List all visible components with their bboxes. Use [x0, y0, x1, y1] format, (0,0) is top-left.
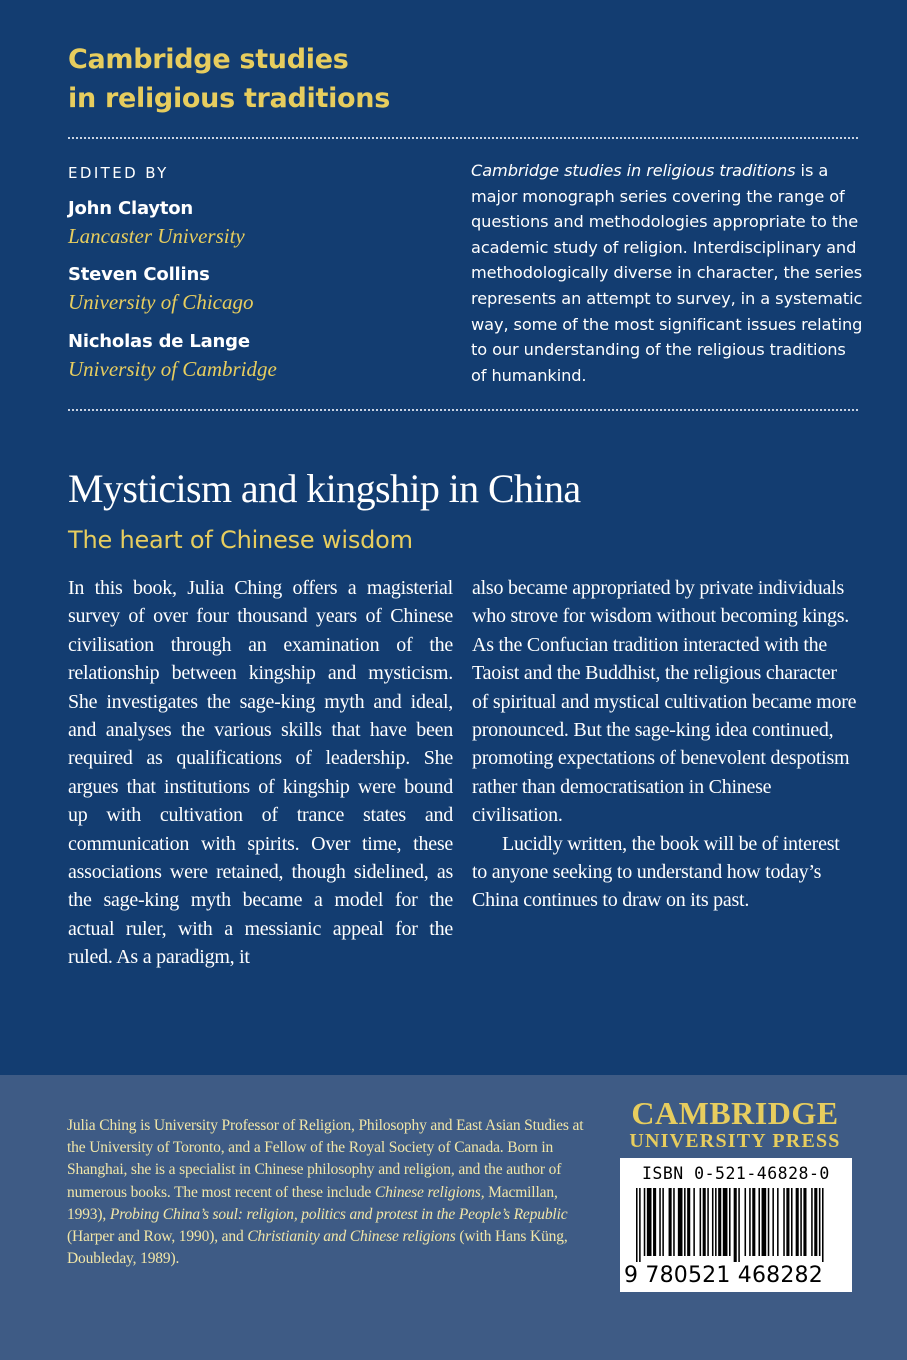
editor-2	[68, 262, 428, 316]
editor-institution: University of Cambridge	[68, 357, 277, 381]
barcode-bar	[749, 1188, 751, 1256]
series-description	[471, 158, 866, 388]
publisher-name-line1: CAMBRIDGE	[631, 1095, 839, 1131]
barcode-bar	[819, 1188, 821, 1256]
editor-name: Nicholas de Lange	[68, 331, 250, 352]
book-title: Mysticism and kingship in China	[68, 466, 581, 511]
series-title-line2: in religious traditions	[68, 83, 390, 114]
barcode-bar	[745, 1188, 747, 1256]
barcode-bar	[729, 1188, 731, 1256]
top-dotted-rule	[68, 137, 858, 139]
barcode-bar	[653, 1188, 656, 1256]
bio-intro: Julia Ching is University Professor of Religion, Philosophy and East Asian Studies at the University of Toronto, and a Fellow of the Royal Society of Canada. Born in Shanghai, she is a specialist in Chinese philosophy and religion, and the author of numerous books. The most recent of these include	[67, 1117, 584, 1201]
barcode-bar	[768, 1188, 770, 1256]
barcode-bar	[772, 1188, 774, 1256]
barcode-bar	[814, 1188, 817, 1256]
barcode-bar	[712, 1188, 714, 1256]
isbn-label: ISBN 0-521-46828-0	[642, 1164, 830, 1183]
barcode-bar	[777, 1188, 779, 1256]
editor-institution: Lancaster University	[68, 224, 245, 248]
barcode-bar	[811, 1188, 813, 1256]
barcode-bar	[700, 1188, 702, 1256]
barcode-bar	[662, 1188, 664, 1256]
bottom-dotted-rule	[68, 409, 858, 411]
barcode-bar	[803, 1188, 806, 1256]
barcode-bar	[758, 1188, 760, 1256]
barcode-bar	[659, 1188, 661, 1256]
blurb-paragraph: Lucidly written, the book will be of interest to anyone seeking to understand how today’s China continues to draw on its past.	[472, 832, 840, 912]
barcode-bar	[796, 1188, 799, 1256]
bio-book-1: Chinese religions,	[374, 1183, 485, 1201]
barcode-bar	[762, 1188, 767, 1256]
blurb-column-right	[472, 574, 857, 915]
series-description-text: is a major monograph series covering the range of questions and methodologies appropriate to the academic study of religion. Interdisciplinary and methodologically diverse in character, the series represents an attempt to survey, in a systematic way, some of the most significant issues relating to our understanding of the religious traditions of humankind.	[471, 161, 863, 385]
publisher-logo	[600, 1096, 870, 1152]
series-title-line1: Cambridge studies	[68, 44, 349, 75]
blurb-paragraph: In this book, Julia Ching offers a magisterial survey of over four thousand years of Chinese civilisation through an examination of the relationship between kingship and mysticism. She investigates the sage-king myth and ideal, and analyses the various skills that have been required as qualifications of leadership. She argues that institutions of kingship were bound up with cultivation of trance states and communication with spirits. Over time, these associations were retained, though sidelined, as the sage-king myth became a model for the actual ruler, with a messianic appeal for the ruled. As a paradigm, it	[68, 577, 453, 969]
barcode-bars	[634, 1188, 838, 1262]
series-description-title: Cambridge studies in religious traditions	[471, 161, 796, 180]
bio-book-3: Christianity and Chinese religions	[247, 1228, 456, 1246]
barcode-bar	[639, 1188, 641, 1262]
barcode-bar	[791, 1188, 793, 1256]
book-subtitle: The heart of Chinese wisdom	[68, 526, 413, 554]
blurb-column-left	[68, 574, 453, 972]
barcode-bar	[715, 1188, 717, 1256]
barcode-digits: 9 780521 468282	[624, 1263, 823, 1288]
barcode-bar	[707, 1188, 709, 1256]
editor-institution: University of Chicago	[68, 290, 254, 314]
barcode-bar	[822, 1188, 824, 1262]
editor-name: Steven Collins	[68, 264, 210, 285]
barcode-bar	[786, 1188, 789, 1256]
bio-book-1-publisher: Macmillan, 1993),	[67, 1183, 558, 1223]
barcode-bar	[734, 1188, 737, 1262]
barcode-bar	[678, 1188, 683, 1256]
barcode-bar	[636, 1188, 638, 1262]
bio-book-2-publisher: (Harper and Row, 1990), and	[67, 1228, 248, 1246]
barcode-bar	[647, 1188, 652, 1256]
barcode-bar	[693, 1188, 695, 1256]
blurb-paragraph: also became appropriated by private individuals who strove for wisdom without becoming kings. As the Confucian tradition interacted with the Taoist and the Buddhist, the religious character of spiritual and mystical cultivation became more pronounced. But the sage-king idea continued, promoting expectations of benevolent despotism rather than democratisation in Chinese civilisation.	[472, 577, 857, 827]
bio-book-2: Probing China’s soul: religion, politics and protest in the People’s Republic	[109, 1205, 568, 1223]
barcode-bar	[718, 1188, 721, 1256]
barcode-bar	[644, 1188, 646, 1256]
series-title	[68, 40, 588, 118]
edited-by-label: EDITED BY	[68, 164, 169, 182]
editor-name: John Clayton	[68, 198, 194, 219]
barcode-bar	[783, 1188, 785, 1256]
publisher-name-line2: UNIVERSITY PRESS	[629, 1130, 841, 1152]
barcode-bar	[687, 1188, 690, 1256]
barcode-bar	[684, 1188, 686, 1256]
barcode-bar	[800, 1188, 802, 1256]
barcode-bar	[723, 1188, 728, 1256]
barcode-bar	[703, 1188, 706, 1256]
barcode-bar	[752, 1188, 755, 1256]
barcode-bar	[673, 1188, 675, 1256]
author-bio	[67, 1115, 587, 1270]
barcode-bar	[669, 1188, 672, 1256]
editor-3	[68, 329, 428, 383]
editor-1	[68, 196, 428, 250]
barcode	[620, 1158, 852, 1292]
bio-book-3-publisher: (with Hans Küng, Doubleday, 1989).	[67, 1228, 568, 1268]
barcode-bar	[738, 1188, 740, 1262]
